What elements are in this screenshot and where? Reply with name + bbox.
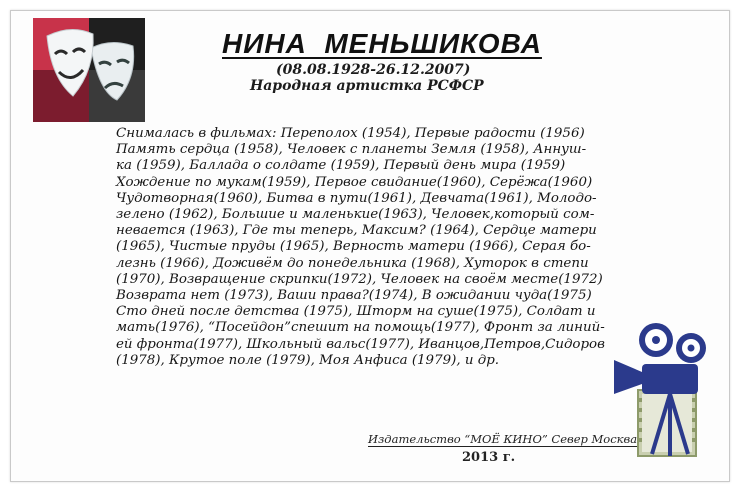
filmography-line: Возврата нет (1973), Ваши права?(1974), В ожидании чуда(1975) — [116, 288, 592, 304]
publisher-line: Издательство “МОЁ КИНО” Север Москва — [368, 432, 638, 446]
filmography-line: Память сердца (1958), Человек с планеты Земля (1958), Аннуш- — [116, 142, 587, 158]
publication-year: 2013 г. — [462, 450, 516, 465]
filmography-line: зелено (1962), Большие и маленькие(1963), Человек,который сом- — [116, 207, 595, 223]
filmography-line: мать(1976), “Посейдон”спешит на помощь(1977), Фронт за линий- — [116, 320, 605, 336]
filmography-line: (1965), Чистые пруды (1965), Верность матери (1966), Серая бо- — [116, 239, 591, 255]
filmography-text — [116, 126, 616, 369]
filmography-line: лезнь (1966), Доживём до понедельника (1968), Хуторок в степи — [116, 255, 589, 271]
filmography-line: Снималась в фильмах: Переполох (1954), Первые радости (1956) — [116, 126, 585, 141]
actress-name: НИНА МЕНЬШИКОВА — [222, 28, 542, 59]
filmography-line: (1970), Возвращение скрипки(1972), Человек на своём месте(1972) — [116, 271, 603, 287]
filmography-line: Хождение по мукам(1959), Первое свидание(1960), Серёжа(1960) — [116, 174, 593, 190]
filmography-line: ей фронта(1977), Школьный вальс(1977), Иванцов,Петров,Сидоров — [116, 336, 605, 352]
filmography-line: ка (1959), Баллада о солдате (1959), Первый день мира (1959) — [116, 158, 566, 174]
life-dates: (08.08.1928-26.12.2007) — [276, 62, 471, 78]
filmography-line: невается (1963), Где ты теперь, Максим? (1964), Сердце матери — [116, 223, 597, 239]
theatre-masks-icon — [33, 18, 145, 122]
filmography-line: Сто дней после детства (1975), Шторм на суше(1975), Солдат и — [116, 304, 596, 320]
honorary-title: Народная артистка РСФСР — [250, 78, 484, 94]
filmography-line: Чудотворная(1960), Битва в пути(1961), Девчата(1961), Молодо- — [116, 190, 597, 206]
filmography-line: (1978), Крутое поле (1979), Моя Анфиса (1979), и др. — [116, 352, 500, 368]
